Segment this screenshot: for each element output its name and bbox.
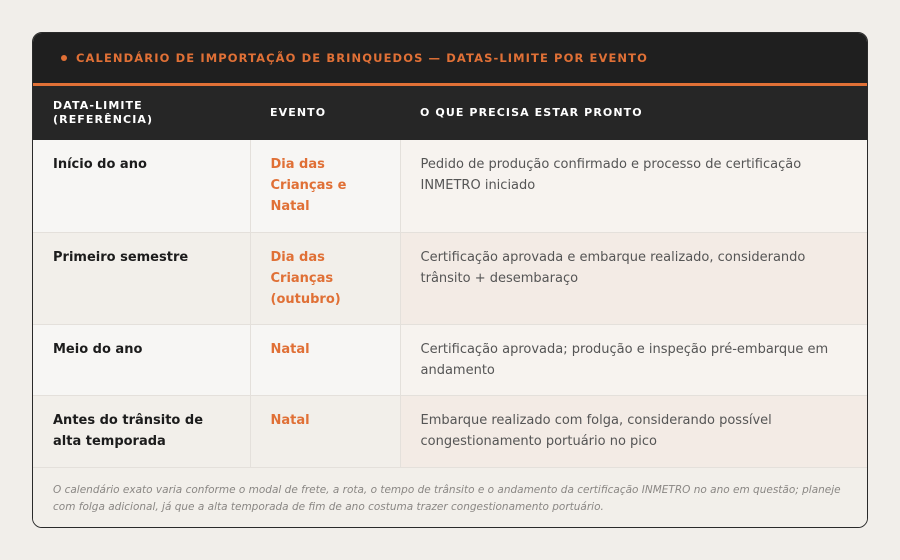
cell-ready: Embarque realizado com folga, considerando possível congestionamento portuário no pico (400, 395, 867, 467)
cell-ready: Pedido de produção confirmado e processo de certificação INMETRO iniciado (400, 140, 867, 232)
cell-deadline: Primeiro semestre (33, 232, 250, 324)
card-header (33, 33, 867, 86)
cell-deadline: Meio do ano (33, 324, 250, 395)
table-row (33, 324, 867, 395)
table-row (33, 232, 867, 324)
cell-deadline: Antes do trânsito de alta temporada (33, 395, 250, 467)
column-header-event: EVENTO (250, 86, 400, 140)
calendar-card (32, 32, 868, 528)
table-row (33, 395, 867, 467)
cell-event: Natal (250, 395, 400, 467)
deadline-table (33, 86, 867, 468)
bullet-dot-icon (61, 55, 67, 61)
cell-ready: Certificação aprovada e embarque realizado, considerando trânsito + desembaraço (400, 232, 867, 324)
table-header-row (33, 86, 867, 140)
column-header-deadline: DATA-LIMITE (REFERÊNCIA) (33, 86, 250, 140)
cell-ready: Certificação aprovada; produção e inspeção pré-embarque em andamento (400, 324, 867, 395)
cell-event: Dia das Crianças e Natal (250, 140, 400, 232)
card-title: CALENDÁRIO DE IMPORTAÇÃO DE BRINQUEDOS — DATAS-LIMITE POR EVENTO (76, 51, 648, 65)
cell-deadline: Início do ano (33, 140, 250, 232)
table-row (33, 140, 867, 232)
cell-event: Dia das Crianças (outubro) (250, 232, 400, 324)
column-header-ready: O QUE PRECISA ESTAR PRONTO (400, 86, 867, 140)
cell-event: Natal (250, 324, 400, 395)
footnote: O calendário exato varia conforme o modal de frete, a rota, o tempo de trânsito e o andamento da certificação INMETRO no ano em questão; planeje com folga adicional, já que a alta temporada de fim de ano costuma trazer congestionamento portuário. (33, 468, 867, 529)
